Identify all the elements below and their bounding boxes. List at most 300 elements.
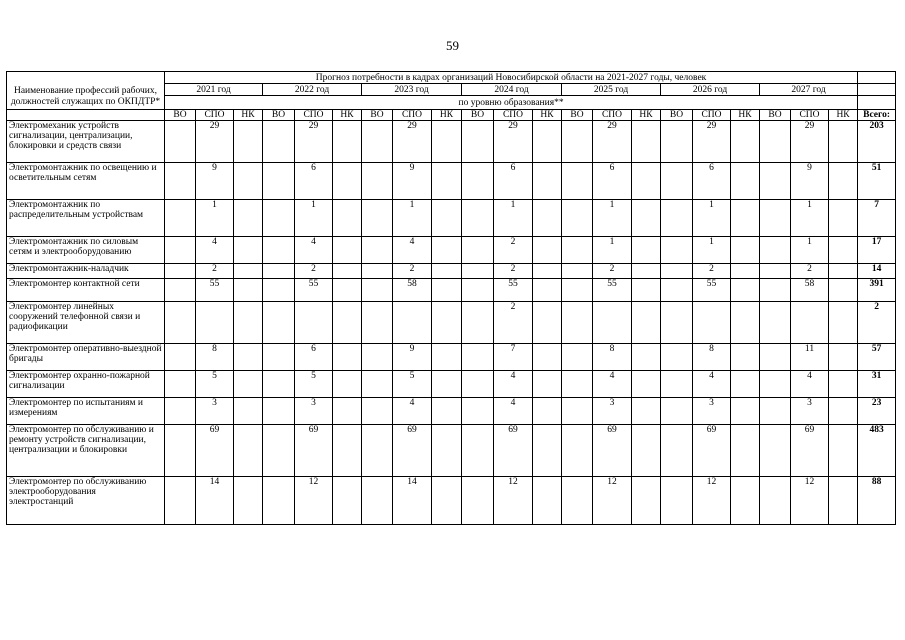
table-row xyxy=(7,237,896,264)
cell-vo xyxy=(760,398,791,425)
cell-nk xyxy=(432,302,462,344)
cell-vo xyxy=(661,302,693,344)
cell-vo xyxy=(165,425,196,477)
cell-spo: 29 xyxy=(494,121,533,163)
cell-spo xyxy=(593,302,632,344)
cell-nk xyxy=(432,398,462,425)
cell-spo: 4 xyxy=(494,398,533,425)
cell-nk xyxy=(632,371,661,398)
cell-spo xyxy=(196,302,234,344)
cell-nk xyxy=(333,371,362,398)
table-row xyxy=(7,200,896,237)
cell-vo xyxy=(661,477,693,525)
header-level-label: СПО xyxy=(593,110,632,121)
cell-vo xyxy=(562,344,593,371)
header-level-label: НК xyxy=(731,110,760,121)
cell-spo: 2 xyxy=(791,264,829,279)
cell-nk xyxy=(632,279,661,302)
profession-name: Электромонтажник по распределительным устройствам xyxy=(7,200,165,237)
cell-vo xyxy=(562,163,593,200)
table-row xyxy=(7,477,896,525)
cell-spo: 69 xyxy=(593,425,632,477)
cell-vo xyxy=(263,371,295,398)
cell-nk xyxy=(333,477,362,525)
cell-nk xyxy=(333,264,362,279)
cell-spo: 12 xyxy=(593,477,632,525)
cell-nk xyxy=(632,121,661,163)
cell-nk xyxy=(731,344,760,371)
cell-spo: 29 xyxy=(393,121,432,163)
header-year: 2027 год xyxy=(760,84,858,96)
header-level-label: ВО xyxy=(362,110,393,121)
header-level-label: НК xyxy=(333,110,362,121)
cell-nk xyxy=(533,279,562,302)
cell-spo: 69 xyxy=(494,425,533,477)
cell-nk xyxy=(333,121,362,163)
cell-nk xyxy=(731,200,760,237)
cell-vo xyxy=(760,279,791,302)
cell-vo xyxy=(661,371,693,398)
cell-nk xyxy=(432,371,462,398)
cell-spo: 2 xyxy=(295,264,333,279)
header-level-label: СПО xyxy=(494,110,533,121)
cell-spo: 6 xyxy=(295,344,333,371)
cell-spo: 6 xyxy=(295,163,333,200)
cell-vo xyxy=(462,477,494,525)
cell-vo xyxy=(362,237,393,264)
cell-vo xyxy=(362,163,393,200)
cell-nk xyxy=(432,264,462,279)
cell-spo: 8 xyxy=(196,344,234,371)
cell-spo: 8 xyxy=(693,344,731,371)
table-row xyxy=(7,121,896,163)
header-blank-cell xyxy=(858,72,896,84)
cell-spo: 9 xyxy=(791,163,829,200)
cell-vo xyxy=(661,398,693,425)
cell-nk xyxy=(731,302,760,344)
cell-vo xyxy=(362,264,393,279)
cell-spo: 69 xyxy=(791,425,829,477)
header-level-label: НК xyxy=(829,110,858,121)
cell-spo: 3 xyxy=(791,398,829,425)
cell-nk xyxy=(632,264,661,279)
header-level-label: СПО xyxy=(693,110,731,121)
cell-total: 483 xyxy=(858,425,896,477)
cell-spo: 1 xyxy=(791,200,829,237)
cell-vo xyxy=(165,398,196,425)
header-year: 2022 год xyxy=(263,84,362,96)
cell-spo: 9 xyxy=(393,344,432,371)
cell-spo: 3 xyxy=(295,398,333,425)
cell-nk xyxy=(829,237,858,264)
cell-vo xyxy=(760,264,791,279)
cell-vo xyxy=(362,477,393,525)
cell-vo xyxy=(362,371,393,398)
cell-vo xyxy=(661,344,693,371)
cell-vo xyxy=(562,302,593,344)
cell-spo: 1 xyxy=(196,200,234,237)
cell-vo xyxy=(165,121,196,163)
cell-vo xyxy=(462,344,494,371)
header-blank-cell xyxy=(858,96,896,110)
header-year: 2026 год xyxy=(661,84,760,96)
cell-vo xyxy=(562,371,593,398)
cell-vo xyxy=(760,237,791,264)
table-row xyxy=(7,264,896,279)
profession-name: Электромонтер оперативно-выездной бригады xyxy=(7,344,165,371)
cell-vo xyxy=(263,477,295,525)
cell-total: 23 xyxy=(858,398,896,425)
cell-vo xyxy=(462,163,494,200)
cell-spo: 12 xyxy=(693,477,731,525)
cell-spo: 14 xyxy=(393,477,432,525)
cell-spo: 1 xyxy=(593,237,632,264)
cell-spo: 4 xyxy=(393,237,432,264)
cell-spo: 1 xyxy=(593,200,632,237)
cell-nk xyxy=(234,279,263,302)
cell-vo xyxy=(263,425,295,477)
cell-nk xyxy=(632,477,661,525)
cell-spo xyxy=(393,302,432,344)
cell-nk xyxy=(234,425,263,477)
page-number: 59 xyxy=(446,38,459,53)
profession-name: Электромонтер по обслуживанию электрооборудования электростанций xyxy=(7,477,165,525)
cell-nk xyxy=(333,279,362,302)
cell-nk xyxy=(234,163,263,200)
header-row-levels xyxy=(7,110,896,121)
table-row xyxy=(7,279,896,302)
cell-nk xyxy=(234,237,263,264)
cell-vo xyxy=(263,302,295,344)
cell-spo: 55 xyxy=(196,279,234,302)
cell-spo: 11 xyxy=(791,344,829,371)
cell-total: 7 xyxy=(858,200,896,237)
header-year: 2024 год xyxy=(462,84,562,96)
profession-name: Электромонтажник-наладчик xyxy=(7,264,165,279)
cell-nk xyxy=(533,264,562,279)
cell-vo xyxy=(661,264,693,279)
cell-vo xyxy=(760,371,791,398)
cell-spo: 2 xyxy=(494,237,533,264)
header-year: 2023 год xyxy=(362,84,462,96)
cell-spo: 4 xyxy=(791,371,829,398)
cell-spo: 2 xyxy=(693,264,731,279)
cell-spo: 69 xyxy=(393,425,432,477)
cell-spo: 29 xyxy=(791,121,829,163)
cell-nk xyxy=(432,425,462,477)
cell-vo xyxy=(760,344,791,371)
cell-nk xyxy=(829,302,858,344)
cell-vo xyxy=(263,163,295,200)
cell-nk xyxy=(333,425,362,477)
cell-vo xyxy=(760,200,791,237)
cell-total: 2 xyxy=(858,302,896,344)
cell-spo: 29 xyxy=(295,121,333,163)
cell-nk xyxy=(432,237,462,264)
cell-spo: 12 xyxy=(791,477,829,525)
header-education-level: по уровню образования** xyxy=(165,96,858,110)
header-row-forecast xyxy=(7,72,896,84)
profession-name: Электромеханик устройств сигнализации, централизации, блокировки и средств связи xyxy=(7,121,165,163)
cell-vo xyxy=(661,425,693,477)
cell-total: 391 xyxy=(858,279,896,302)
profession-name: Электромонтер линейных сооружений телефонной связи и радиофикации xyxy=(7,302,165,344)
cell-nk xyxy=(533,121,562,163)
cell-total: 31 xyxy=(858,371,896,398)
cell-vo xyxy=(562,121,593,163)
cell-vo xyxy=(462,302,494,344)
profession-name: Электромонтер по обслуживанию и ремонту устройств сигнализации, централизации и блокировки xyxy=(7,425,165,477)
cell-nk xyxy=(533,302,562,344)
table-row xyxy=(7,163,896,200)
cell-vo xyxy=(562,279,593,302)
cell-spo: 1 xyxy=(295,200,333,237)
header-level-label: СПО xyxy=(196,110,234,121)
cell-nk xyxy=(432,279,462,302)
cell-spo: 7 xyxy=(494,344,533,371)
cell-vo xyxy=(760,425,791,477)
cell-spo: 5 xyxy=(393,371,432,398)
cell-nk xyxy=(829,279,858,302)
header-level-label: ВО xyxy=(462,110,494,121)
cell-vo xyxy=(362,344,393,371)
cell-spo: 8 xyxy=(593,344,632,371)
cell-vo xyxy=(462,237,494,264)
cell-vo xyxy=(165,477,196,525)
cell-spo: 2 xyxy=(494,264,533,279)
cell-total: 88 xyxy=(858,477,896,525)
cell-vo xyxy=(661,200,693,237)
profession-name: Электромонтер охранно-пожарной сигнализации xyxy=(7,371,165,398)
cell-vo xyxy=(562,237,593,264)
cell-spo: 4 xyxy=(693,371,731,398)
cell-nk xyxy=(432,200,462,237)
cell-spo: 29 xyxy=(693,121,731,163)
cell-nk xyxy=(632,302,661,344)
cell-spo: 69 xyxy=(295,425,333,477)
profession-name: Электромонтер контактной сети xyxy=(7,279,165,302)
cell-vo xyxy=(661,121,693,163)
cell-vo xyxy=(362,200,393,237)
cell-nk xyxy=(533,371,562,398)
cell-spo: 5 xyxy=(295,371,333,398)
cell-nk xyxy=(731,425,760,477)
workforce-forecast-table xyxy=(6,71,896,525)
cell-nk xyxy=(829,121,858,163)
cell-nk xyxy=(632,237,661,264)
table-row xyxy=(7,371,896,398)
cell-spo: 3 xyxy=(196,398,234,425)
cell-vo xyxy=(562,398,593,425)
cell-nk xyxy=(234,200,263,237)
cell-total: 51 xyxy=(858,163,896,200)
cell-nk xyxy=(829,200,858,237)
cell-spo: 55 xyxy=(494,279,533,302)
header-level-label: НК xyxy=(432,110,462,121)
header-year: 2021 год xyxy=(165,84,263,96)
header-level-label: НК xyxy=(632,110,661,121)
cell-spo: 1 xyxy=(393,200,432,237)
cell-vo xyxy=(362,279,393,302)
cell-nk xyxy=(533,237,562,264)
cell-nk xyxy=(632,425,661,477)
cell-vo xyxy=(165,371,196,398)
cell-spo: 69 xyxy=(196,425,234,477)
cell-vo xyxy=(462,200,494,237)
cell-spo: 12 xyxy=(494,477,533,525)
header-year: 2025 год xyxy=(562,84,661,96)
cell-spo: 58 xyxy=(393,279,432,302)
cell-total: 14 xyxy=(858,264,896,279)
header-profession-name: Наименование профессий рабочих, должностей служащих по ОКПДТР* xyxy=(7,72,165,110)
cell-spo: 4 xyxy=(295,237,333,264)
cell-nk xyxy=(533,163,562,200)
cell-nk xyxy=(731,371,760,398)
profession-name: Электромонтер по испытаниям и измерениям xyxy=(7,398,165,425)
cell-nk xyxy=(432,121,462,163)
cell-nk xyxy=(234,264,263,279)
cell-spo: 1 xyxy=(494,200,533,237)
cell-vo xyxy=(661,163,693,200)
header-level-label: ВО xyxy=(760,110,791,121)
cell-nk xyxy=(432,344,462,371)
cell-vo xyxy=(165,264,196,279)
cell-nk xyxy=(731,477,760,525)
header-level-label: ВО xyxy=(562,110,593,121)
cell-spo: 29 xyxy=(196,121,234,163)
cell-vo xyxy=(362,302,393,344)
cell-spo: 2 xyxy=(196,264,234,279)
header-blank-cell xyxy=(858,84,896,96)
cell-vo xyxy=(362,398,393,425)
cell-vo xyxy=(760,121,791,163)
cell-spo: 4 xyxy=(196,237,234,264)
cell-spo: 4 xyxy=(393,398,432,425)
cell-nk xyxy=(234,477,263,525)
header-level-label: СПО xyxy=(791,110,829,121)
cell-spo: 1 xyxy=(693,200,731,237)
cell-nk xyxy=(533,200,562,237)
cell-nk xyxy=(632,398,661,425)
cell-nk xyxy=(333,398,362,425)
cell-vo xyxy=(760,477,791,525)
cell-spo: 1 xyxy=(791,237,829,264)
cell-nk xyxy=(333,344,362,371)
profession-name: Электромонтажник по освещению и осветительным сетям xyxy=(7,163,165,200)
cell-nk xyxy=(533,398,562,425)
header-level-label: ВО xyxy=(263,110,295,121)
cell-nk xyxy=(333,237,362,264)
cell-nk xyxy=(533,344,562,371)
cell-vo xyxy=(760,302,791,344)
cell-nk xyxy=(829,344,858,371)
cell-vo xyxy=(263,279,295,302)
cell-nk xyxy=(829,398,858,425)
cell-total: 57 xyxy=(858,344,896,371)
cell-spo: 6 xyxy=(593,163,632,200)
cell-nk xyxy=(829,477,858,525)
cell-spo: 6 xyxy=(494,163,533,200)
cell-nk xyxy=(533,425,562,477)
cell-nk xyxy=(432,163,462,200)
cell-vo xyxy=(462,264,494,279)
cell-vo xyxy=(362,425,393,477)
cell-vo xyxy=(165,200,196,237)
cell-nk xyxy=(731,398,760,425)
cell-spo: 2 xyxy=(494,302,533,344)
header-forecast-title: Прогноз потребности в кадрах организаций Новосибирской области на 2021-2027 годы, человек xyxy=(165,72,858,84)
cell-nk xyxy=(632,163,661,200)
cell-spo: 55 xyxy=(593,279,632,302)
cell-spo: 69 xyxy=(693,425,731,477)
cell-spo xyxy=(295,302,333,344)
header-level-label: ВО xyxy=(661,110,693,121)
cell-vo xyxy=(462,398,494,425)
cell-nk xyxy=(234,302,263,344)
cell-vo xyxy=(462,121,494,163)
cell-nk xyxy=(234,398,263,425)
cell-vo xyxy=(661,237,693,264)
cell-nk xyxy=(829,425,858,477)
cell-vo xyxy=(165,237,196,264)
cell-vo xyxy=(462,279,494,302)
cell-spo: 55 xyxy=(295,279,333,302)
header-blank-cell xyxy=(7,110,165,121)
cell-vo xyxy=(462,371,494,398)
cell-vo xyxy=(263,121,295,163)
cell-nk xyxy=(432,477,462,525)
cell-vo xyxy=(165,163,196,200)
cell-spo: 2 xyxy=(593,264,632,279)
cell-nk xyxy=(333,200,362,237)
table-row xyxy=(7,398,896,425)
cell-nk xyxy=(632,344,661,371)
cell-spo: 2 xyxy=(393,264,432,279)
header-level-label: СПО xyxy=(393,110,432,121)
profession-name: Электромонтажник по силовым сетям и электрооборудованию xyxy=(7,237,165,264)
cell-total: 17 xyxy=(858,237,896,264)
header-level-label: НК xyxy=(533,110,562,121)
cell-spo: 3 xyxy=(693,398,731,425)
cell-nk xyxy=(333,163,362,200)
table-row xyxy=(7,425,896,477)
cell-spo: 58 xyxy=(791,279,829,302)
cell-vo xyxy=(165,344,196,371)
cell-vo xyxy=(362,121,393,163)
cell-vo xyxy=(562,264,593,279)
cell-spo: 6 xyxy=(693,163,731,200)
cell-total: 203 xyxy=(858,121,896,163)
cell-spo: 29 xyxy=(593,121,632,163)
cell-vo xyxy=(165,302,196,344)
table-row xyxy=(7,302,896,344)
cell-spo: 14 xyxy=(196,477,234,525)
cell-nk xyxy=(333,302,362,344)
cell-vo xyxy=(263,344,295,371)
cell-nk xyxy=(731,121,760,163)
cell-spo: 4 xyxy=(593,371,632,398)
cell-vo xyxy=(263,398,295,425)
cell-nk xyxy=(829,371,858,398)
cell-vo xyxy=(165,279,196,302)
cell-spo: 55 xyxy=(693,279,731,302)
cell-vo xyxy=(562,200,593,237)
cell-nk xyxy=(731,163,760,200)
cell-vo xyxy=(263,237,295,264)
cell-spo: 3 xyxy=(593,398,632,425)
cell-nk xyxy=(234,121,263,163)
cell-nk xyxy=(234,344,263,371)
